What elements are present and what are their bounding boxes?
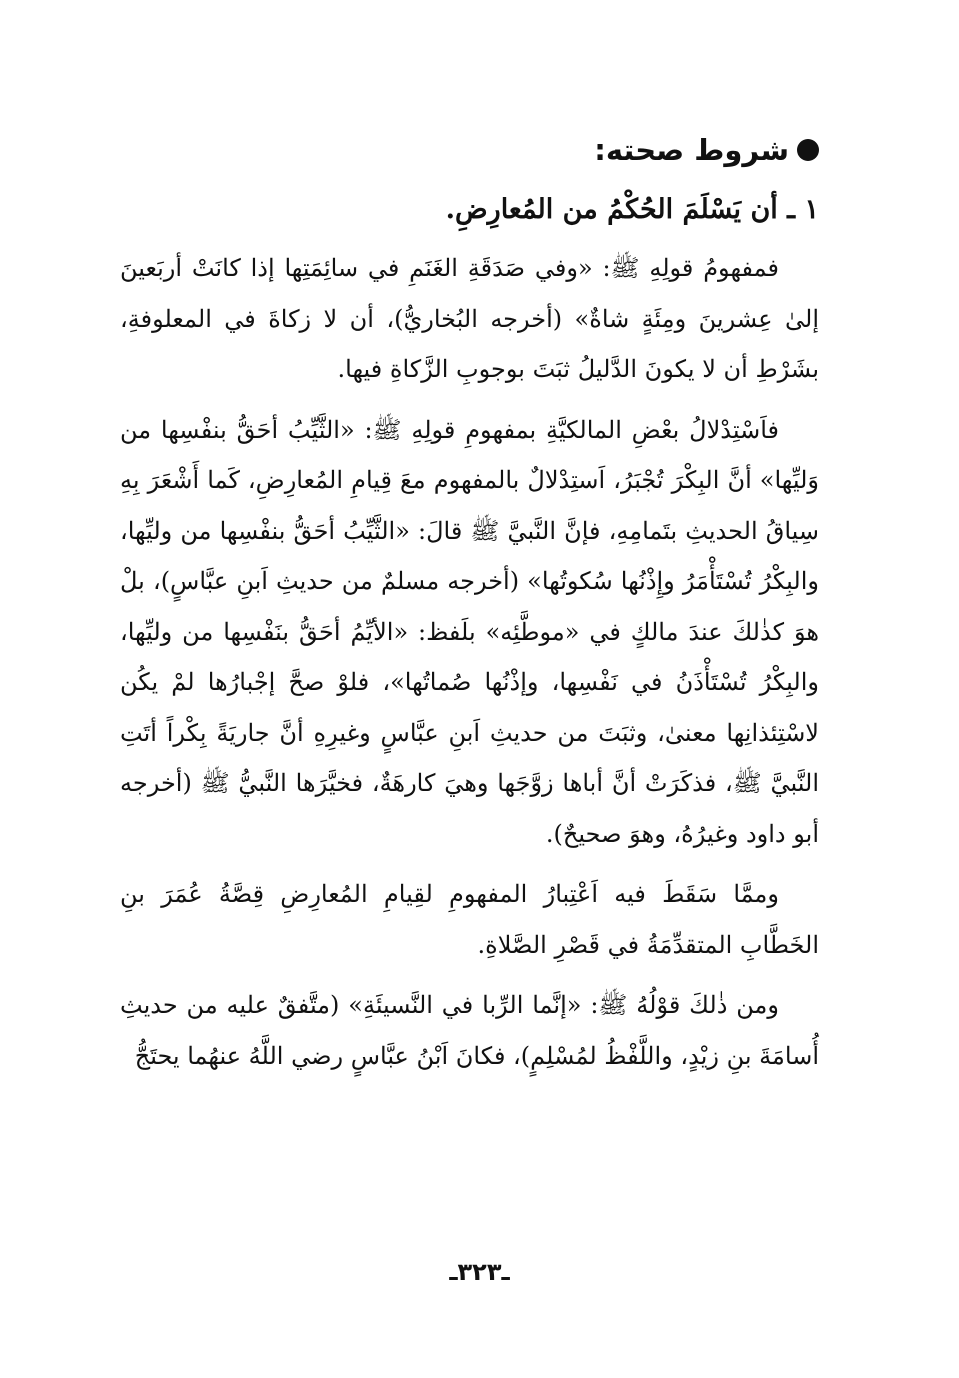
paragraph-1: فمفهومُ قولِهِ ﷺ: «وفي صَدَقَةِ الغَنَمِ في سائِمَتِها إذا كانَتْ أربَعينَ إلىٰ عِشرينَ ومِئَةٍ شاةٌ» (أخرجه البُخاريُّ)، أن لا زكاةَ في المعلوفةِ، بشَرْطِ أن لا يكونَ الدَّليلُ ثبَتَ بوجوبِ الزَّكاةِ فيها.: [120, 254, 819, 383]
paragraph-2: فاَسْتِدْلالُ بعْضِ المالكيَّةِ بمفهومِ قولِهِ ﷺ: «الثَّيِّبُ أحَقُّ بنفْسِها من وَليِّها» أنَّ البِكْرَ تُجْبَرُ، اَستِدْلالٌ بالمفهوم معَ قِيامِ المُعارِضِ، كَما أَشْعَرَ بِهِ سِياقُ الحديثِ بتَمامِهِ، فإنَّ النَّبيَّ ﷺ قالَ: «الثَّيِّبُ أحَقُّ بنفْسِها من وليِّها، والبِكْرُ تُسْتَأْمَرُ وإِذْنُها سُكوتُها» (أخرجه مسلمٌ من حديثِ اَبنِ عبَّاسٍ)، بلْ هوَ كذٰلكَ عندَ مالكٍ في «موطَّئِه» بلَفظ: «الأيِّمُ أحَقُّ بنَفْسِها من وليِّها، والبِكْرُ تُسْتَأْذَنُ في نَفْسِها، وإذْنُها صُماتُها»، فلوْ صحَّ إجْبارُها لمْ يكُن لاسْتِئذانِها معنىٰ، وثبَتَ من حديثِ اَبنِ عبَّاسٍ وغيرِهِ أنَّ جاريَةً بِكْراً أتَتِ النَّبيَّ ﷺ، فذكَرَتْ أنَّ أباها زوَّجَها وهيَ كارهَةٌ، فخيَّرَها النَّبيُّ ﷺ (أخرجه أبو داود وغيرُهُ، وهوَ صحيحٌ).: [120, 415, 820, 848]
bullet-icon: [797, 139, 819, 161]
section-heading-text: شروط صحته:: [594, 133, 789, 167]
paragraph-4: ومن ذٰلكَ قوْلُهُ ﷺ: «إنَّما الرِّبا في النَّسيئَةِ» (متَّفقٌ عليه من حديثِ أُسامَةَ بنِ زيْدٍ، واللَّفْظُ لمُسْلِمٍ)، فكانَ اَبْنُ عبَّاسٍ رضي اللَّهُ عنهُما يحتَجُّ: [120, 991, 819, 1070]
page-number: ـ٣٢٣ـ: [449, 1258, 510, 1286]
paragraph-3: وممَّا سَقَطَ فيه اَعْتِبارُ المفهومِ لقِيامِ المُعارِضِ قِصَّةُ عُمَرَ بنِ الخَطَّابِ المتقدِّمَةُ في قَصْرِ الصَّلاةِ.: [120, 880, 819, 959]
page-body: [120, 125, 819, 1091]
section-heading: [120, 125, 819, 175]
condition-1: ١ ـ أن يَسْلَمَ الحُكْمُ من المُعارِضِ.: [445, 194, 819, 225]
